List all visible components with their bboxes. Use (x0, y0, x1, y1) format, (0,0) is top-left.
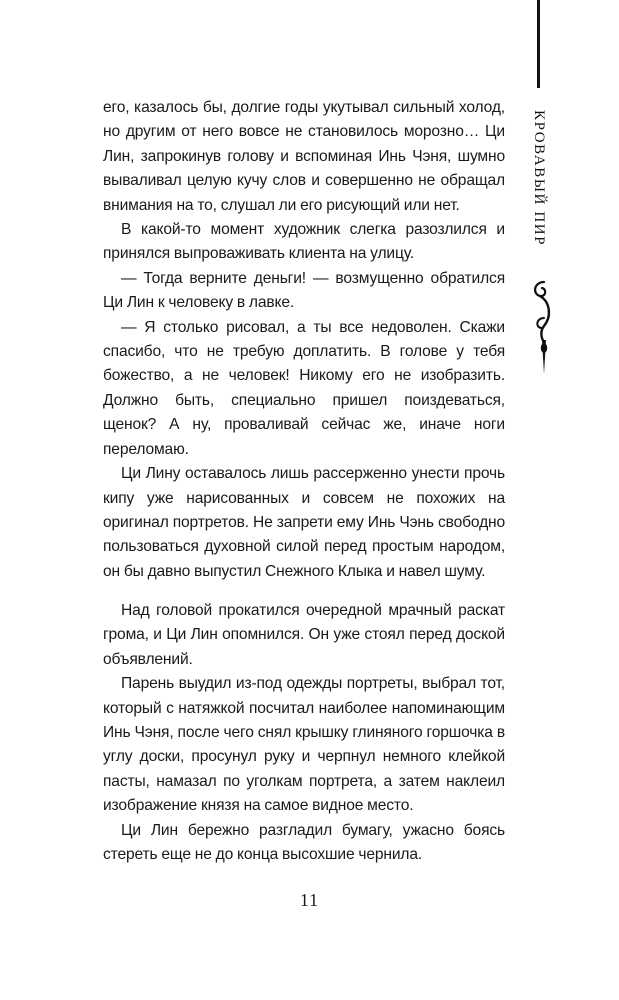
paragraph-8: Ци Лин бережно разгладил бумагу, ужасно боясь стереть еще не до конца высохшие чернила. (103, 821, 505, 864)
side-rule (537, 0, 540, 88)
paragraph-4: — Я столько рисовал, а ты все недоволен. Скажи спасибо, что не требую доплатить. В голове у тебя божество, а не человек! Никому его не изобразить. Должно быть, специально пришел поиздеваться, щенок? А ну, проваливай сейчас же, иначе ноги переломаю. (103, 318, 505, 458)
paragraph-6: Над головой прокатился очередной мрачный раскат грома, и Ци Лин опомнился. Он уже стоял перед доской объявлений. (103, 602, 505, 668)
running-title: КРОВАВЫЙ ПИР (531, 110, 547, 247)
paragraph-3: — Тогда верните деньги! — возмущенно обратился Ци Лин к человеку в лавке. (103, 269, 505, 312)
text-section-2 (103, 599, 505, 867)
page-number: 11 (299, 890, 320, 910)
paragraph-7: Парень выудил из-под одежды портреты, выбрал тот, который с натяжкой посчитал наиболее напоминающим Инь Чэня, после чего снял крышку глиняного горшочка в углу доски, просунул руку и черпнул немного клейкой пасты, намазал по уголкам портрета, а затем наклеил изображение князя на самое видное место. (103, 675, 505, 815)
paragraph-5: Ци Лину оставалось лишь рассерженно унести прочь кипу уже нарисованных и совсем не похожих на оригинал портретов. Не запрети ему Инь Чэнь свободно пользоваться духовной силой перед простым народом, он бы давно выпустил Снежного Клыка и навел шуму. (103, 465, 505, 580)
paragraph-1: его, казалось бы, долгие годы укутывал сильный холод, но другим от него вовсе не становилось морозно… Ци Лин, запрокинув голову и вспоминая Инь Чэня, шумно вываливал целую кучу слов и совершенно не обращал внимания на то, слушал ли его рисующий или нет. (103, 99, 505, 214)
paragraph-2: В какой-то момент художник слегка разозлился и принялся выпроваживать клиента на улицу. (103, 221, 505, 263)
text-section-1 (103, 96, 505, 584)
flourish-ornament-icon (520, 278, 564, 378)
